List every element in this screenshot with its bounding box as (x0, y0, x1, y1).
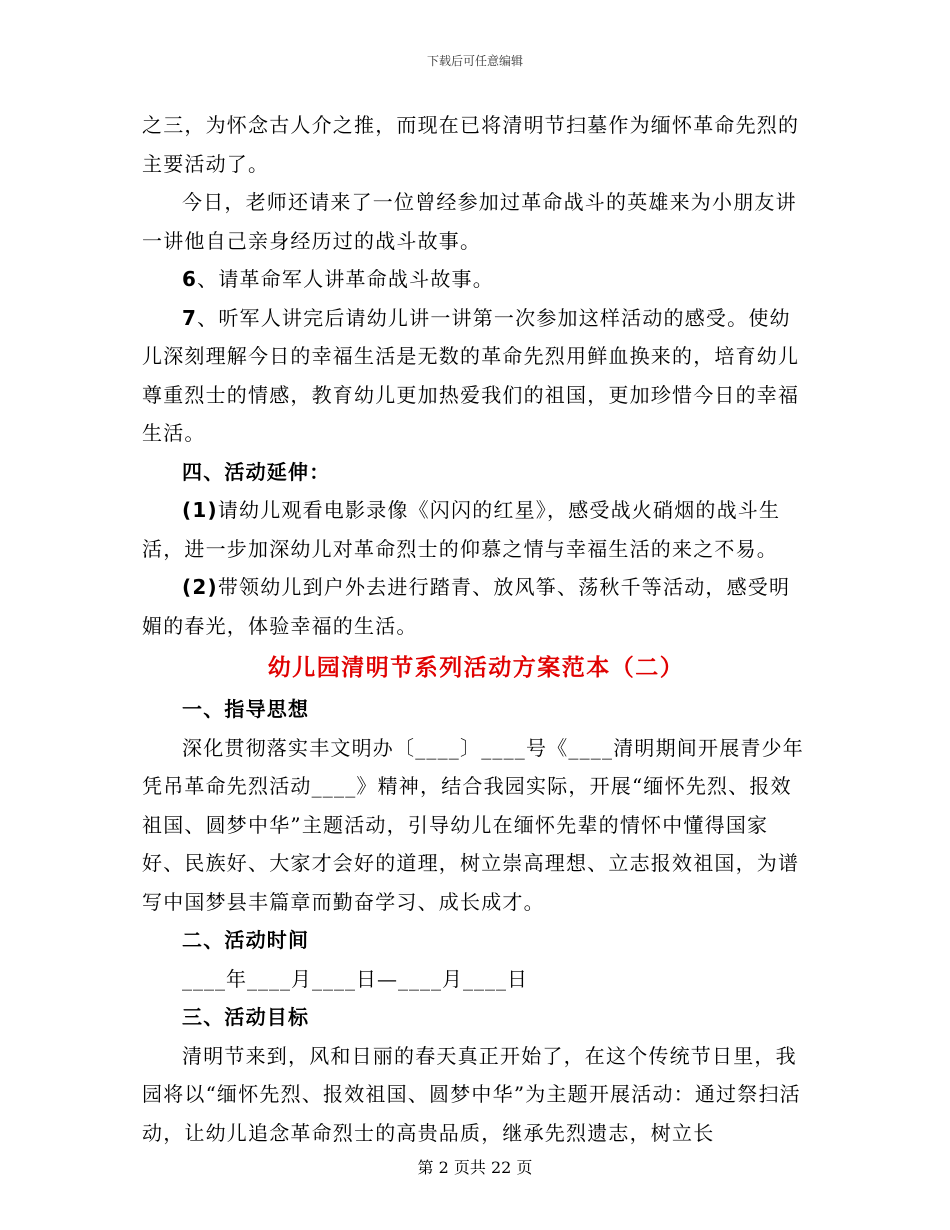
extension-item-1-text: 请幼儿观看电影录像《闪闪的红星》，感受战火硝烟的战斗生活，进一步加深幼儿对革命烈士的仰慕之情与幸福生活的来之不易。 (142, 498, 781, 561)
step-6-text: 、请革命军人讲革命战斗故事。 (197, 267, 494, 291)
document-body (142, 106, 810, 1152)
activity-time-blanks: ____年____月____日—____月____日 (182, 966, 528, 991)
step-7 (142, 299, 810, 453)
extension-item-1 (142, 491, 810, 568)
part-1-text: 深化贯彻落实丰文明办〔____〕____号《____清明期间开展青少年凭吊革命先烈活动____》精神，结合我园实际，开展“缅怀先烈、报效祖国、圆梦中华”主题活动，引导幼儿在缅怀先辈的情怀中懂得国家好、民族好、大家才会好的道理，树立崇高理想、立志报效祖国，为谱写中国梦县丰篇章而勤奋学习、成长成才。 (142, 735, 804, 914)
step-7-number: 7 (182, 305, 198, 330)
part-3-text: 清明节来到，风和日丽的春天真正开始了，在这个传统节日里，我园将以“缅怀先烈、报效祖国、圆梦中华”为主题开展活动：通过祭扫活动，让幼儿追念革命烈士的高贵品质，继承先烈遗志，树立长 (142, 1043, 801, 1145)
paragraph-teacher-invites-hero: 今日，老师还请来了一位曾经参加过革命战斗的英雄来为小朋友讲一讲他自己亲身经历过的战斗故事。 (142, 190, 797, 253)
step-6 (142, 260, 810, 299)
part-2-heading: 二、活动时间 (182, 928, 310, 952)
part-3-heading: 三、活动目标 (182, 1005, 310, 1029)
extension-item-2-number: (2) (182, 575, 218, 599)
extension-item-1-number: (1) (182, 498, 218, 522)
extension-item-2 (142, 568, 810, 645)
paragraph-continuation: 之三，为怀念古人介之推，而现在已将清明节扫墓作为缅怀革命先烈的主要活动了。 (142, 113, 800, 176)
page-header-note: 下载后可任意编辑 (426, 54, 523, 68)
section-4-heading: 四、活动延伸： (182, 459, 331, 484)
page-number-footer: 第 2 页共 22 页 (417, 1158, 533, 1177)
document-title: 幼儿园清明节系列活动方案范本（二） (267, 654, 685, 681)
step-6-number: 6 (182, 267, 198, 291)
part-1-heading: 一、指导思想 (182, 697, 310, 721)
extension-item-2-text: 带领幼儿到户外去进行踏青、放风筝、荡秋千等活动，感受明媚的春光，体验幸福的生活。 (142, 575, 791, 638)
step-7-text: 、听军人讲完后请幼儿讲一讲第一次参加这样活动的感受。使幼儿深刻理解今日的幸福生活是无数的革命先烈用鲜血换来的，培育幼儿尊重烈士的情感，教育幼儿更加热爱我们的祖国，更加珍惜今日的幸福生活。 (142, 305, 800, 445)
